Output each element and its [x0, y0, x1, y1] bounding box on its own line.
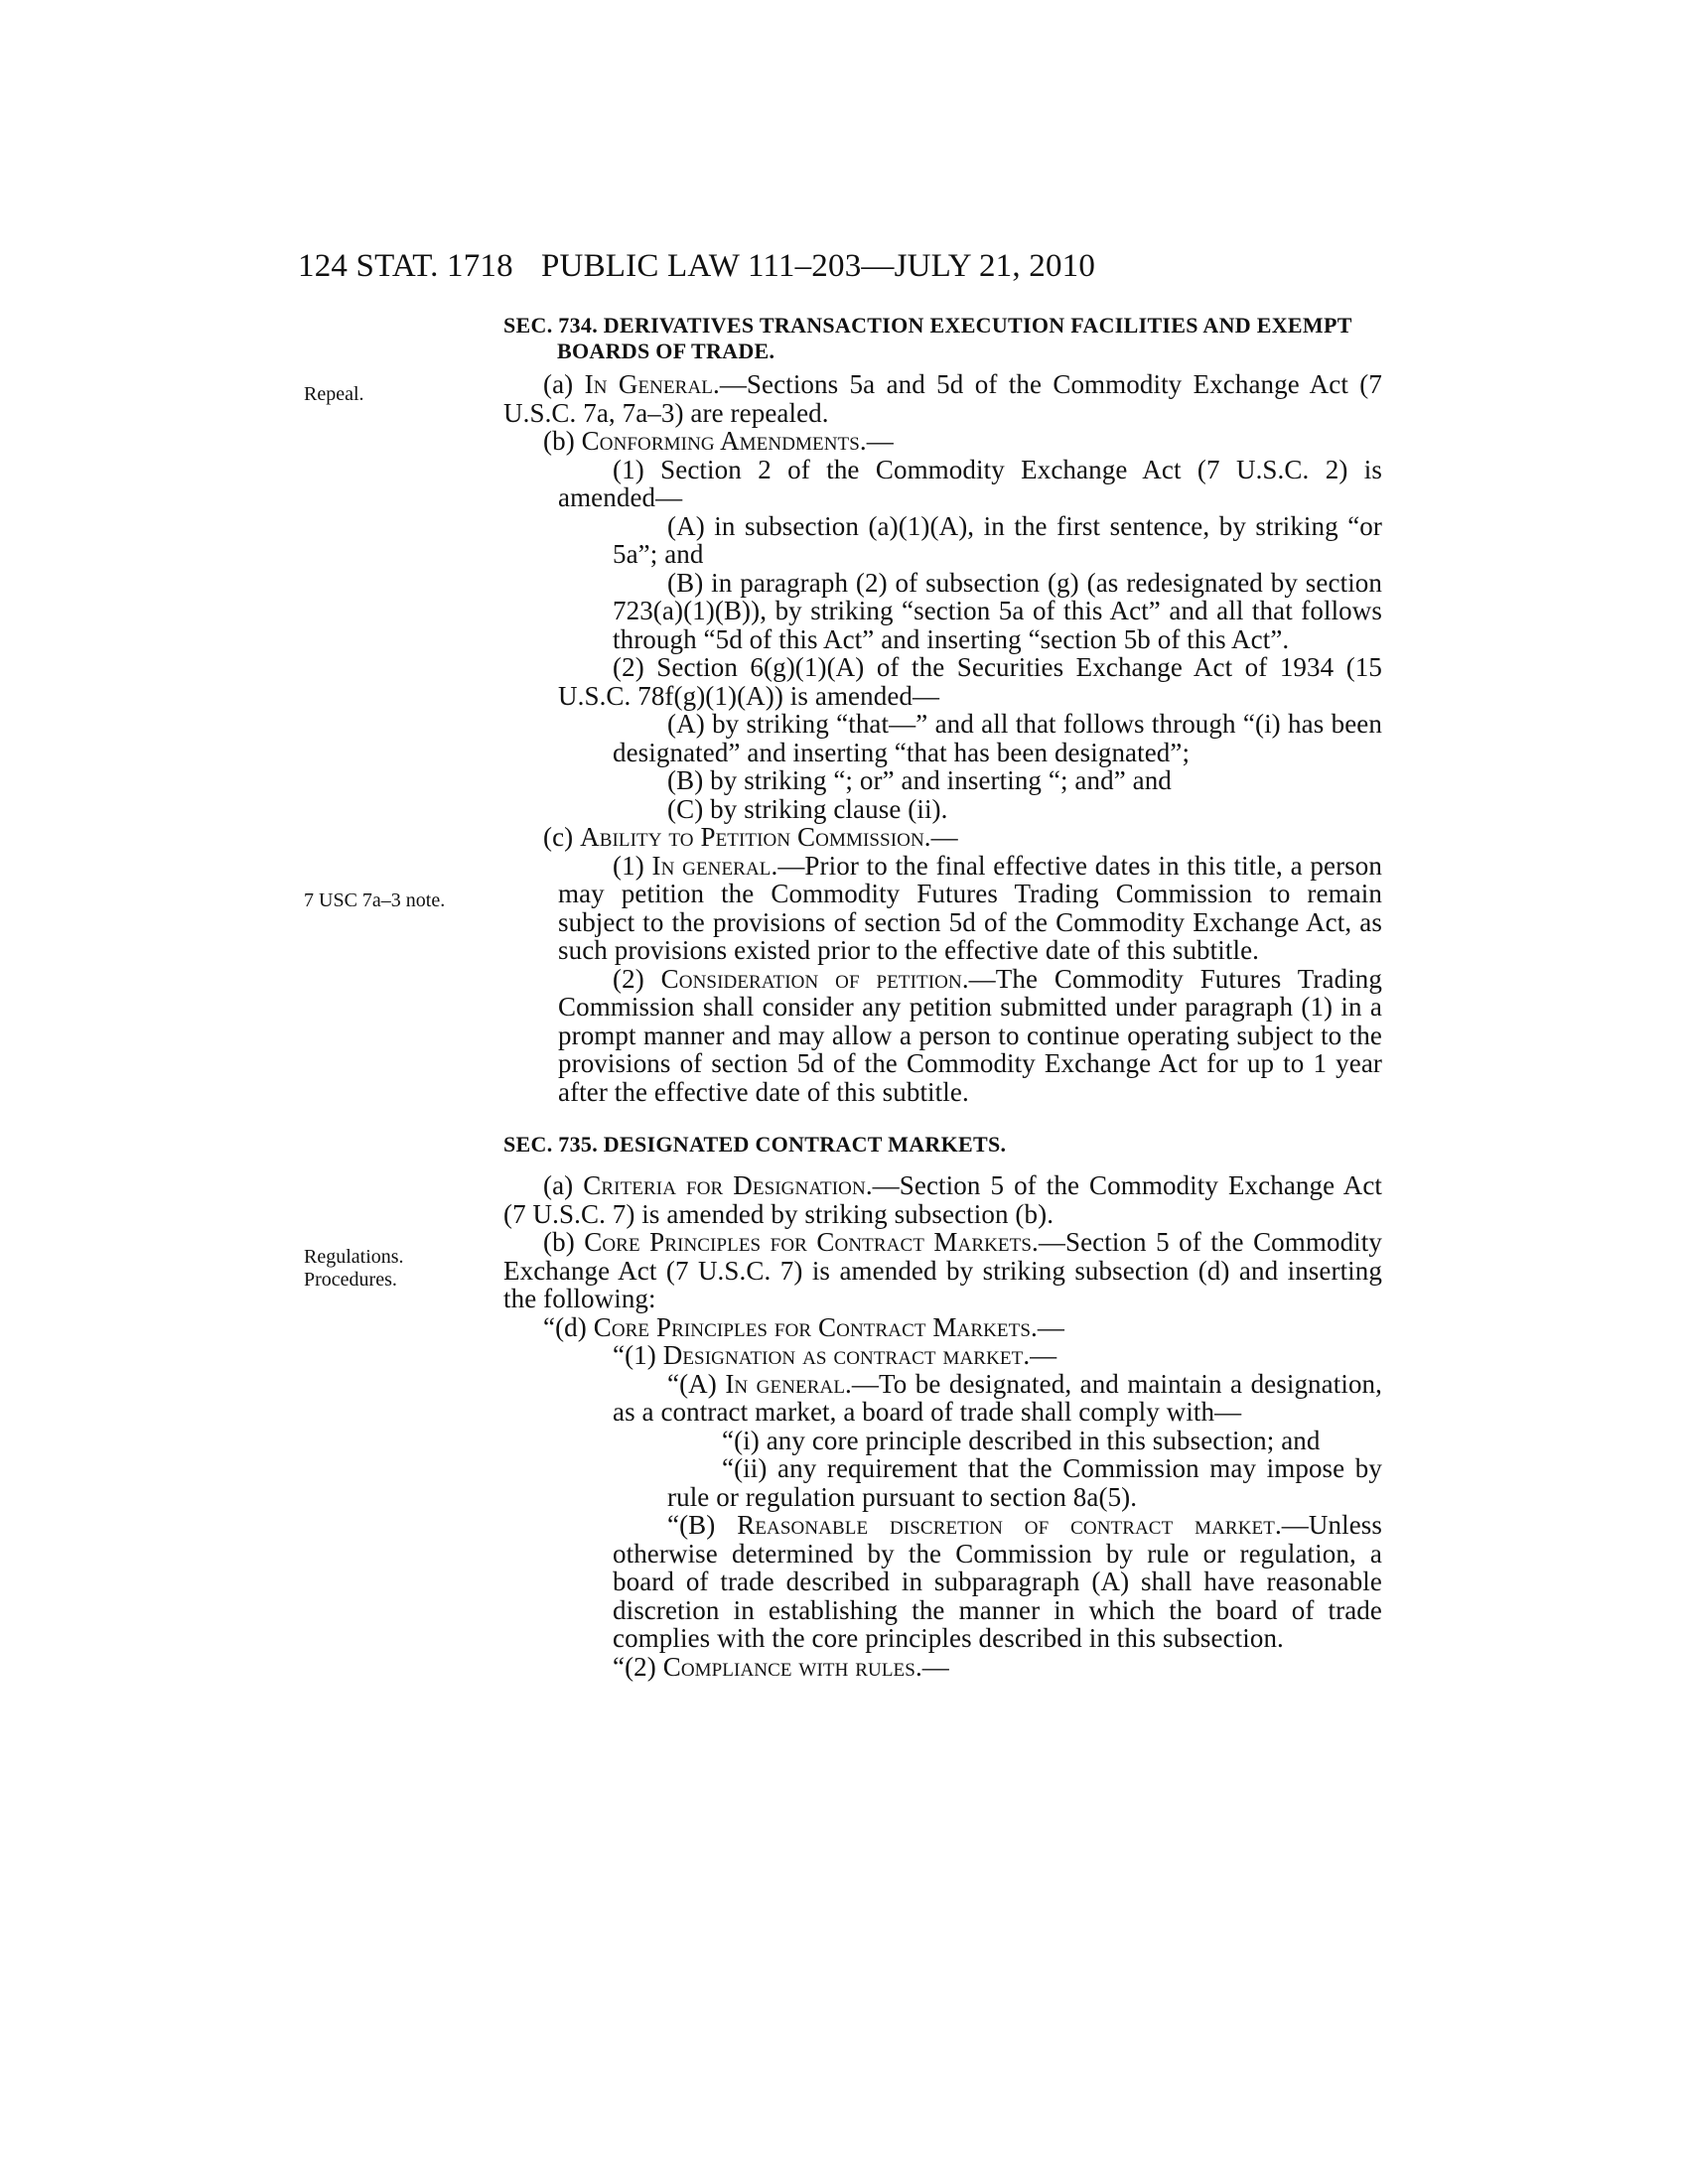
sec734-c2: (2) Consideration of petition.—The Commodity Futures Trading Commission shall consider any petition submitted under paragraph (1) in a prompt manner and may allow a person to continue operating subject to the provisions of section 5d of the Commodity Exchange Act for up to 1 year after the effective date of this subtitle.	[558, 963, 1382, 1107]
sec735-b: (b) Core Principles for Contract Markets.—Section 5 of the Commodity Exchange Act (7 U.S.C. 7) is amended by striking subsection (d) and inserting the following:	[503, 1227, 1382, 1313]
sec734-c: (c) Ability to Petition Commission.—	[543, 822, 958, 852]
page-header	[298, 248, 1380, 288]
margin-note-procedures: Procedures.	[304, 1269, 397, 1291]
sec734-c1: (1) In general.—Prior to the final effective dates in this title, a person may petition the Commodity Futures Trading Commission to remain subject to the provisions of section 5d of the Commodity Exchange Act, as such provisions existed prior to the effective date of this subtitle.	[558, 850, 1382, 965]
sec734-b1A: (A) in subsection (a)(1)(A), in the first sentence, by striking “or 5a”; and	[613, 510, 1382, 569]
sec734-b2: (2) Section 6(g)(1)(A) of the Securities Exchange Act of 1934 (15 U.S.C. 78f(g)(1)(A)) is amended—	[558, 652, 1382, 711]
page-number: 124 STAT. 1718	[298, 248, 513, 284]
sec735-d1B: “(B) Reasonable discretion of contract market.—Unless otherwise determined by the Commission by rule or regulation, a board of trade described in subparagraph (A) shall have reasonable discretion in establishing the manner in which the board of trade complies with the core principles described in this subsection.	[613, 1510, 1383, 1653]
sec734-b1: (1) Section 2 of the Commodity Exchange Act (7 U.S.C. 2) is amended—	[558, 454, 1382, 512]
running-title: PUBLIC LAW 111–203—JULY 21, 2010	[541, 248, 1096, 284]
sec734-b1B: (B) in paragraph (2) of subsection (g) (as redesignated by section 723(a)(1)(B)), by striking “section 5a of this Act” and all that follows through “5d of this Act” and inserting “section 5b of this Act”.	[613, 567, 1382, 654]
sec735-d1Ai: “(i) any core principle described in this subsection; and	[722, 1425, 1321, 1455]
sec735-d: “(d) Core Principles for Contract Markets.—	[543, 1311, 1064, 1342]
sec735-d1A: “(A) In general.—To be designated, and maintain a designation, as a contract market, a board of trade shall comply with—	[613, 1368, 1382, 1427]
sec734-b2B: (B) by striking “; or” and inserting “; and” and	[667, 765, 1172, 795]
section-735-heading: SEC. 735. DESIGNATED CONTRACT MARKETS.	[503, 1132, 1007, 1157]
sec734-b2A: (A) by striking “that—” and all that follows through “(i) has been designated” and inserting “that has been designated”;	[613, 709, 1382, 767]
sec734-b: (b) Conforming Amendments.—	[543, 426, 894, 456]
sec735-a: (a) Criteria for Designation.—Section 5 of the Commodity Exchange Act (7 U.S.C. 7) is amended by striking subsection (b).	[503, 1170, 1383, 1229]
margin-note-regulations: Regulations.	[304, 1246, 404, 1268]
margin-note-repeal: Repeal.	[304, 383, 364, 405]
sec734-a: (a) In General.—Sections 5a and 5d of the Commodity Exchange Act (7 U.S.C. 7a, 7a–3) are repealed.	[503, 369, 1382, 428]
sec735-d2: “(2) Compliance with rules.—	[613, 1651, 949, 1682]
sec735-d1: “(1) Designation as contract market.—	[613, 1340, 1057, 1370]
margin-note-usc: 7 USC 7a–3 note.	[304, 889, 446, 911]
sec734-b2C: (C) by striking clause (ii).	[667, 793, 948, 824]
sec735-d1Aii: “(ii) any requirement that the Commission may impose by rule or regulation pursuant to section 8a(5).	[667, 1453, 1382, 1512]
section-734-heading: SEC. 734. DERIVATIVES TRANSACTION EXECUTION FACILITIES AND EXEMPT BOARDS OF TRADE.	[503, 313, 1352, 363]
document-body	[503, 313, 1382, 1681]
